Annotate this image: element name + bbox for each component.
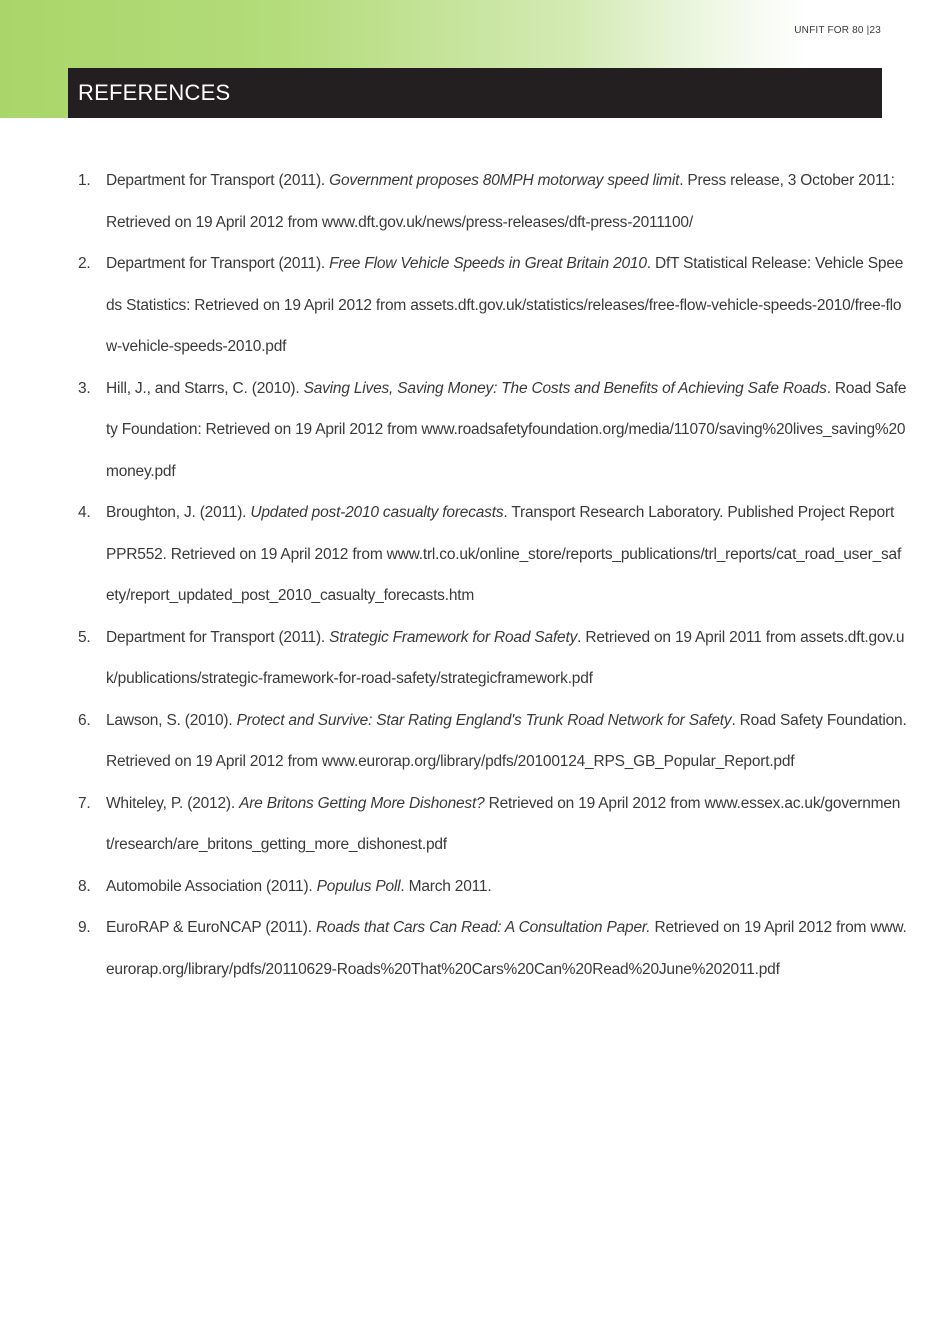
reference-authors: Lawson, S. (2010). <box>106 711 237 729</box>
reference-item <box>78 160 908 243</box>
page-number: UNFIT FOR 80 |23 <box>794 25 881 36</box>
reference-title: Protect and Survive: Star Rating England's Trunk Road Network for Safety <box>236 711 732 729</box>
reference-number: 4. <box>78 504 91 521</box>
reference-number: 9. <box>78 919 91 936</box>
reference-details: . Press release, 3 October 2011: Retrieved on 19 April 2012 from www.dft.gov.uk/news/press-releases/dft-press-2011100/ <box>106 172 895 231</box>
reference-number: 7. <box>78 794 91 812</box>
reference-item <box>78 368 908 493</box>
section-header-bar <box>68 68 882 118</box>
reference-authors: Department for Transport (2011). <box>106 628 330 646</box>
reference-title: Government proposes 80MPH motorway speed limit <box>329 172 680 189</box>
reference-details: Retrieved on 19 April 2012 from www.eurorap.org/library/pdfs/20110629-Roads%20That%20Cars%20Can%20Read%20June%202011.pdf <box>106 919 907 978</box>
reference-title: Free Flow Vehicle Speeds in Great Britain 2010 <box>329 255 647 272</box>
reference-authors: Hill, J., and Starrs, C. (2010). <box>106 379 304 397</box>
reference-number: 2. <box>78 255 91 272</box>
reference-item <box>78 783 908 866</box>
reference-authors: Department for Transport (2011). <box>106 172 330 189</box>
reference-title: Strategic Framework for Road Safety <box>329 628 578 646</box>
reference-item <box>78 907 908 990</box>
reference-details: . Road Safety Foundation. Retrieved on 19 April 2012 from www.eurorap.org/library/pdfs/20100124_RPS_GB_Popular_Report.pdf <box>106 711 907 770</box>
reference-item <box>78 866 908 908</box>
reference-authors: EuroRAP & EuroNCAP (2011). <box>106 919 316 936</box>
reference-item <box>78 243 908 368</box>
reference-details: . Transport Research Laboratory. Published Project Report PPR552. Retrieved on 19 April 2012 from www.trl.co.uk/online_store/reports_publications/trl_reports/cat_road_user_safety/report_updated_post_2010_casualty_forecasts.htm <box>106 504 902 604</box>
reference-authors: Broughton, J. (2011). <box>106 504 251 521</box>
reference-title: Updated post-2010 casualty forecasts <box>250 504 504 521</box>
reference-details: . DfT Statistical Release: Vehicle Speeds Statistics: Retrieved on 19 April 2012 from assets.dft.gov.uk/statistics/releases/free-flow-vehicle-speeds-2010/free-flow-vehicle-speeds-2010.pdf <box>106 255 904 355</box>
reference-title: Are Britons Getting More Dishonest? <box>239 794 485 812</box>
reference-item <box>78 617 908 700</box>
reference-number: 3. <box>78 379 91 397</box>
reference-item <box>78 700 908 783</box>
reference-details: . Retrieved on 19 April 2011 from assets.dft.gov.uk/publications/strategic-framework-for-road-safety/strategicframework.pdf <box>106 628 905 687</box>
reference-title: Saving Lives, Saving Money: The Costs and Benefits of Achieving Safe Roads <box>303 379 827 397</box>
reference-details: . March 2011. <box>400 877 492 895</box>
reference-item <box>78 492 908 617</box>
reference-number: 6. <box>78 711 91 729</box>
reference-title: Roads that Cars Can Read: A Consultation Paper. <box>315 919 651 936</box>
reference-title: Populus Poll <box>316 877 401 895</box>
reference-number: 1. <box>78 172 91 189</box>
reference-authors: Department for Transport (2011). <box>106 255 330 272</box>
reference-authors: Automobile Association (2011). <box>106 877 317 895</box>
reference-number: 5. <box>78 628 91 646</box>
reference-list <box>78 160 908 990</box>
section-title: REFERENCES <box>78 80 231 105</box>
reference-authors: Whiteley, P. (2012). <box>106 794 240 812</box>
reference-details: Retrieved on 19 April 2012 from www.essex.ac.uk/government/research/are_britons_getting_more_dishonest.pdf <box>106 794 901 853</box>
reference-details: . Road Safety Foundation: Retrieved on 19 April 2012 from www.roadsafetyfoundation.org/media/11070/saving%20lives_saving%20money.pdf <box>106 379 907 480</box>
reference-number: 8. <box>78 877 91 895</box>
